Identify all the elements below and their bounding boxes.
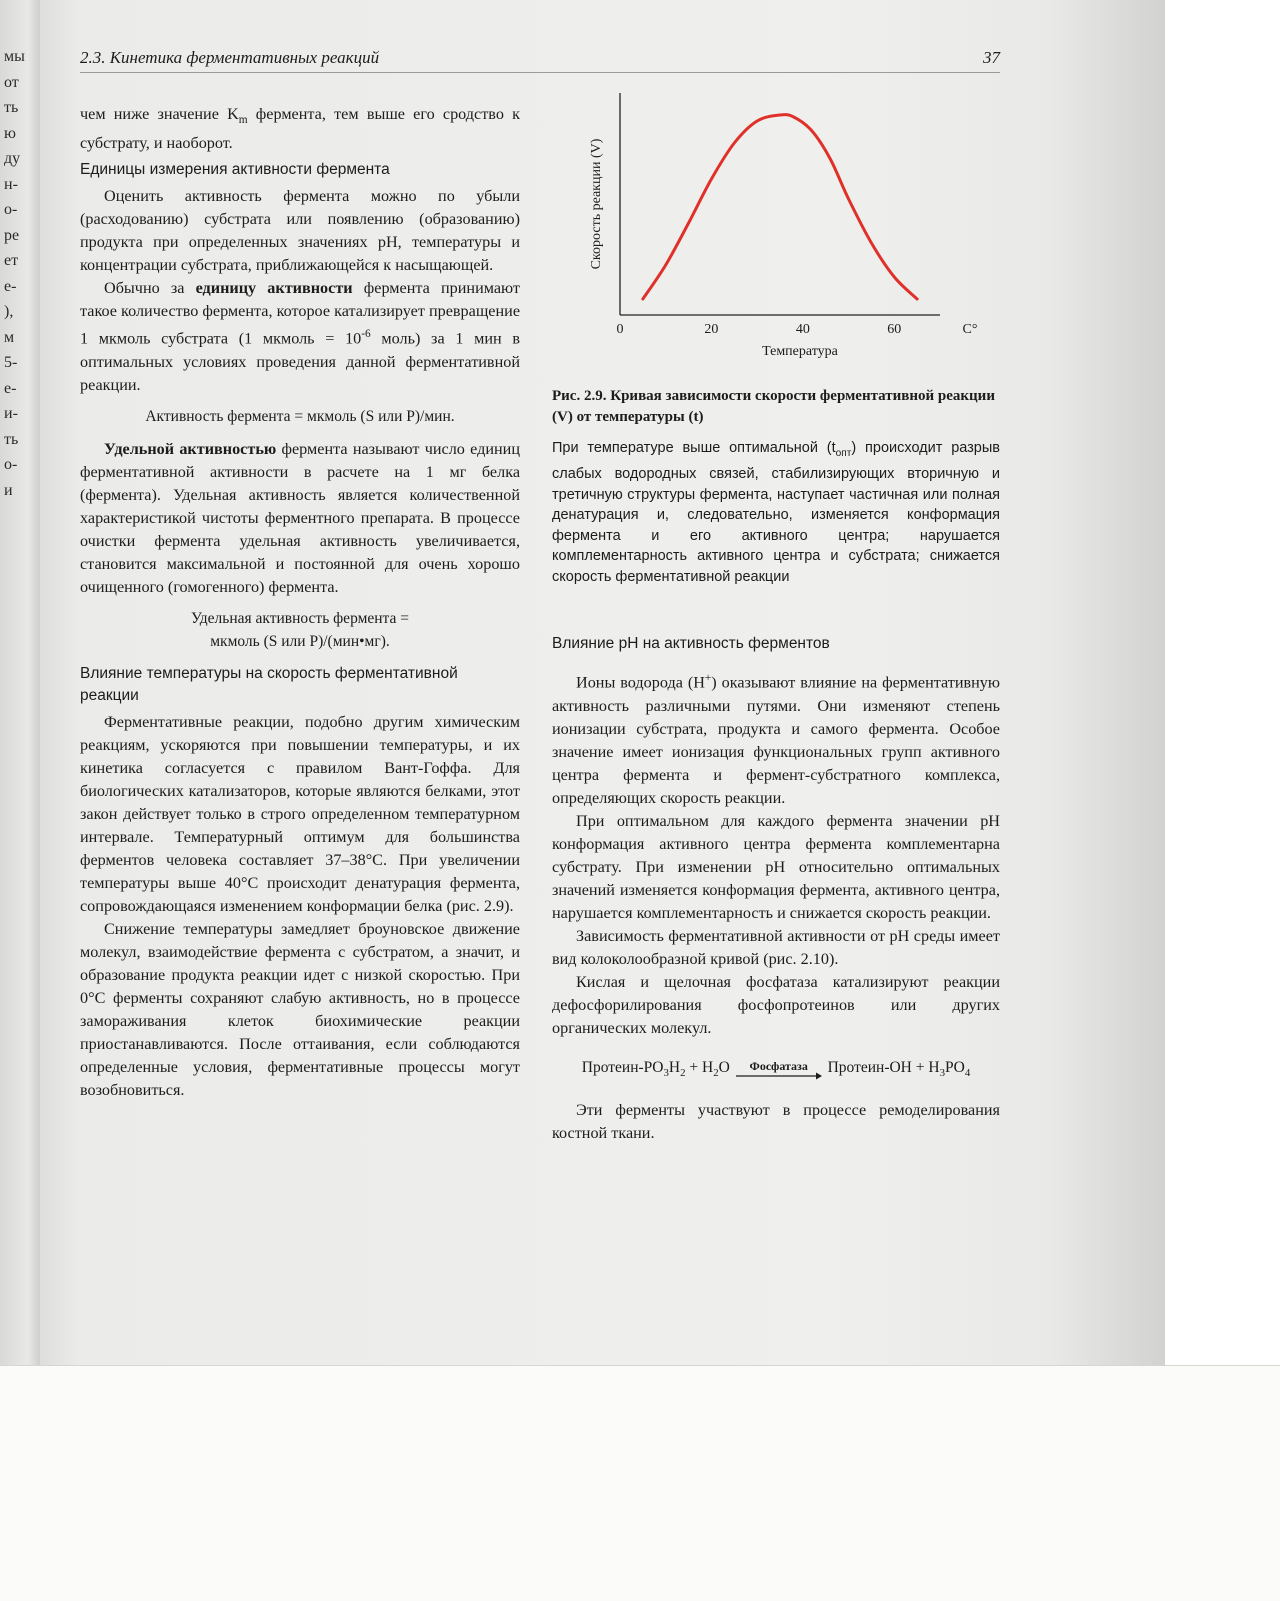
- paragraph-optimal-ph: При оптимальном для каждого фермента значении pH конформация активного центра фермента комплементарна субстрату. При изменении pH относительно оптимальных значений изменяется конформация фермента, активного центра, нарушается комплементарность и снижается скорость реакции.: [552, 811, 1000, 922]
- margin-fragment: ть: [4, 430, 19, 448]
- margin-fragment: ду: [4, 150, 21, 167]
- formula-specific-activity: Удельная активность фермента = мкмоль (S или P)/(мин•мг).: [190, 609, 410, 650]
- paragraph-hydrogen-ions: Ионы водорода (H+) оказывают влияние на ферментативную активность различными путями. Они изменяют степень ионизации субстрата, продукта и самого фермента. Особое значение имеет ионизация функциональных групп активного центра фермента и фермент-субстратного комплекса, определяющих скорость реакции.: [552, 672, 1000, 807]
- figure-caption-body: При температуре выше оптимальной $(t_{опт})$ происходит разрыв слабых водородных связей, стабилизирующих вторичную и третичную структуры фермента, наступает частичная или полная денатурация и, следовательно, изменяется конформация фермента и его активного центра; нарушается комплементарность активного центра и субстрата; снижается скорость ферментативной реакции: [552, 440, 1000, 585]
- subheading-temperature: Влияние температуры на скорость ферментативной реакции: [80, 664, 458, 704]
- subheading-ph: Влияние pH на активность ферментов: [552, 635, 830, 653]
- formula-activity: Активность фермента = мкмоль (S или P)/мин.: [145, 407, 455, 425]
- paragraph-unit-definition: Обычно за единицу активности фермента принимают такое количество фермента, которое катализирует превращение 1 мкмоль субстрата (1 мкмоль = $10^{-6}$ моль) за 1 мин в оптимальных условиях проведения данной ферментативной реакции.: [80, 279, 521, 394]
- paragraph-specific-activity: Удельной активностью фермента называют число единиц ферментативной активности в расчете на 1 мг белка (фермента). Удельная активность является количественной характеристикой чистоты ферментного препарата. В процессе очистки фермента удельная активность увеличивается, становится максимальной и постоянной для очень хорошо очищенного (гомогенного) фермента.: [80, 439, 521, 596]
- x-tick-label: 20: [704, 322, 719, 337]
- margin-fragment: ре: [4, 226, 20, 244]
- series-line: [643, 115, 917, 299]
- margin-fragment: 5-: [4, 354, 18, 371]
- margin-fragment: ),: [4, 303, 14, 320]
- paragraph-cooling: Снижение температуры замедляет броуновское движение молекул, взаимодействие фермента с субстратом, а значит, и образование продукта реакции идет с низкой скоростью. При 0°C ферменты сохраняют слабую активность, но в процессе замораживания клеток биохимические реакции приостанавливаются. После оттаивания, если соблюдаются определенные условия, ферментативные процессы могут возобновиться.: [80, 919, 520, 1099]
- paragraph-remodeling: Эти ферменты участвуют в процессе ремоделирования костной ткани.: [552, 1100, 1000, 1142]
- margin-fragment: м: [4, 328, 15, 346]
- x-tick-label: 0: [616, 322, 624, 337]
- running-header: [80, 44, 1000, 73]
- chart-svg: [580, 85, 1000, 375]
- reaction-equation: Протеин-$PO_3H_2 + H_2O$ Фосфатаза Протеин-OH + $H_3PO_4$: [581, 1058, 971, 1079]
- page-number: 37: [983, 48, 1000, 67]
- scan-bottom-blank: [0, 1365, 1280, 1601]
- right-blank-margin: [1165, 0, 1280, 1365]
- figure-caption-title: Рис. 2.9. Кривая зависимости скорости ферментативной реакции (V) от температуры (t): [552, 388, 995, 425]
- paragraph-phosphatase: Кислая и щелочная фосфатаза катализируют реакции дефосфорилирования фосфопротеинов или других органических молекул.: [552, 972, 1000, 1037]
- margin-fragment: ть: [4, 99, 19, 116]
- reaction-enzyme-label: Фосфатаза: [749, 1058, 808, 1073]
- left-column: [80, 103, 520, 1102]
- margin-fragment: от: [4, 73, 19, 91]
- y-axis-label: Скорость реакции (V): [589, 138, 604, 270]
- header-section-title: 2.3. Кинетика ферментативных реакций: [80, 48, 380, 67]
- reaction-arrow: [736, 1060, 822, 1080]
- margin-fragment: и: [4, 481, 13, 499]
- margin-fragment: и-: [4, 405, 18, 422]
- margin-fragment: мы: [4, 48, 25, 65]
- margin-fragment: е-: [4, 379, 17, 397]
- paragraph-estimate: Оценить активность фермента можно по убыли (расходованию) субстрата или появлению (образованию) продукта при определенных значениях pH, температуры и концентрации субстрата, приближающейся к насыщающей.: [80, 187, 520, 275]
- margin-fragment: ю: [4, 124, 16, 142]
- page-shadow: [1050, 0, 1165, 1365]
- margin-fragment: о-: [4, 201, 18, 218]
- left-page-edge: [0, 0, 40, 1365]
- subheading-units: Единицы измерения активности фермента: [80, 161, 390, 179]
- x-unit-label: C°: [962, 322, 978, 337]
- right-column: [552, 386, 1000, 1145]
- paragraph-bell-curve: Зависимость ферментативной активности от pH среды имеет вид колоколообразной кривой (рис. 2.10).: [552, 926, 1000, 968]
- x-axis-label: Температура: [762, 344, 838, 359]
- margin-fragment: н-: [4, 175, 18, 193]
- arrow-icon: [736, 1072, 822, 1080]
- x-tick-label: 40: [795, 322, 810, 337]
- margin-fragment: ет: [4, 252, 19, 269]
- margin-fragment: е-: [4, 277, 17, 295]
- paragraph-km: чем ниже значение $K_m$ фермента, тем выше его сродство к субстрату, и наоборот.: [80, 105, 520, 153]
- margin-fragment: о-: [4, 456, 18, 473]
- paragraph-temperature: Ферментативные реакции, подобно другим химическим реакциям, ускоряются при повышении температуры, и их кинетика согласуется с правилом Вант-Гоффа. Для биологических катализаторов, которые являются белками, этот закон действует только в строго определенном температурном интервале. Температурный оптимум для большинства ферментов человека составляет 37–38°C. При увеличении температуры выше 40°C происходит денатурация фермента, сопровождающаяся изменением конформации белка (рис. 2.9).: [80, 712, 520, 915]
- figure-2-9-chart: [580, 85, 1000, 375]
- x-tick-label: 60: [887, 322, 902, 337]
